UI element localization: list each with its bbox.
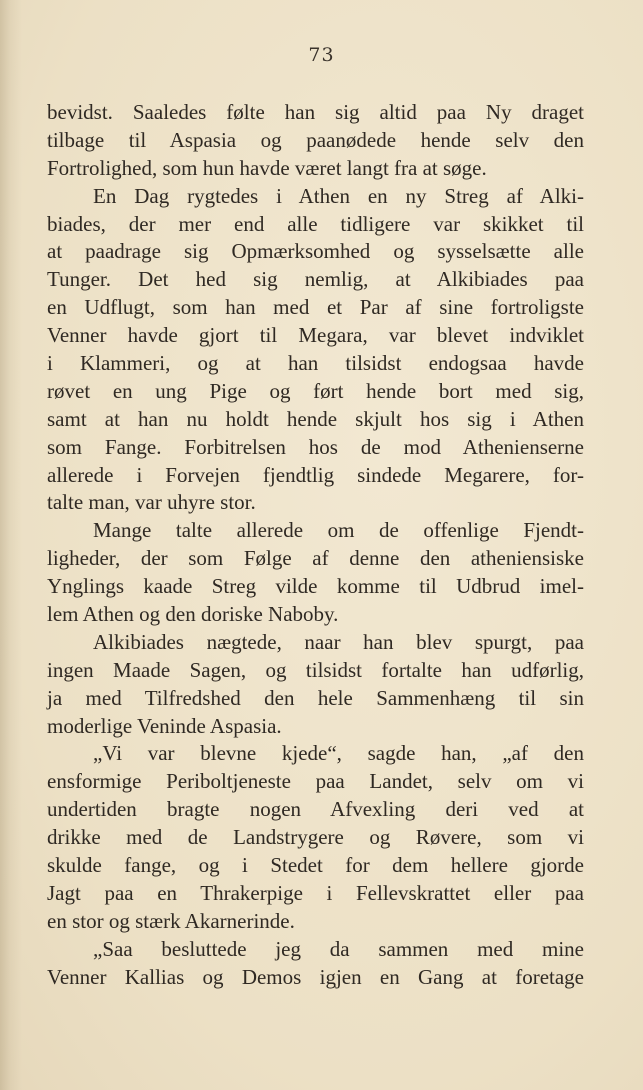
text-line: røvet en ung Pige og ført hende bort med sig, [47,378,584,403]
text-line: bevidst. Saaledes følte han sig altid paa Ny draget [47,100,584,124]
text-line: Venner havde gjort til Megara, var blevet indviklet [47,323,584,348]
text-line: en stor og stærk Akarnerinde. [47,908,295,933]
text-line: „Saa besluttede jeg da sammen med mine [93,936,584,961]
text-line: som Fange. Forbitrelsen hos de mod Athenienserne [47,434,584,459]
text-line: ensformige Periboltjeneste paa Landet, selv om vi [47,769,584,794]
text-line: ligheder, der som Følge af denne den atheniensiske [47,546,584,571]
text-line: Fortrolighed, som hun havde været langt fra at søge. [47,155,487,180]
text-line: samt at han nu holdt hende skjult hos sig i Athen [47,406,584,431]
text-line: talte man, var uhyre stor. [47,490,256,515]
text-line: biades, der mer end alle tidligere var skikket til [47,211,584,236]
text-line: tilbage til Aspasia og paanødede hende selv den [47,127,584,152]
text-line: en Udflugt, som han med et Par af sine fortroligste [47,295,584,320]
text-line: Jagt paa en Thrakerpige i Fellevskrattet eller paa [47,880,584,905]
text-line: ingen Maade Sagen, og tilsidst fortalte han udførlig, [47,657,584,682]
text-line: „Vi var blevne kjede“, sagde han, „af den [93,741,584,766]
text-line: drikke med de Landstrygere og Røvere, som vi [47,825,584,850]
text-line: Tunger. Det hed sig nemlig, at Alkibiades paa [47,267,584,292]
text-line: i Klammeri, og at han tilsidst endogsaa havde [47,351,584,376]
text-line: at paadrage sig Opmærksomhed og sysselsætte alle [47,239,584,264]
body-text [47,99,584,992]
text-line: Mange talte allerede om de offenlige Fjendt- [93,518,584,543]
text-line: ja med Tilfredshed den hele Sammenhæng til sin [47,685,584,710]
text-line: allerede i Forvejen fjendtlig sindede Megarere, for- [47,462,584,487]
text-line: Venner Kallias og Demos igjen en Gang at foretage [47,964,584,989]
text-line: moderlige Veninde Aspasia. [47,713,282,738]
text-line: Alkibiades nægtede, naar han blev spurgt, paa [93,629,584,654]
text-line: lem Athen og den doriske Naboby. [47,602,339,627]
text-line: Ynglings kaade Streg vilde komme til Udbrud imel- [47,574,584,599]
page-number: 73 [308,44,335,66]
text-line: skulde fange, og i Stedet for dem hellere gjorde [47,853,584,878]
text-line: undertiden bragte nogen Afvexling deri ved at [47,797,584,822]
text-line: En Dag rygtedes i Athen en ny Streg af Alki- [93,183,584,208]
